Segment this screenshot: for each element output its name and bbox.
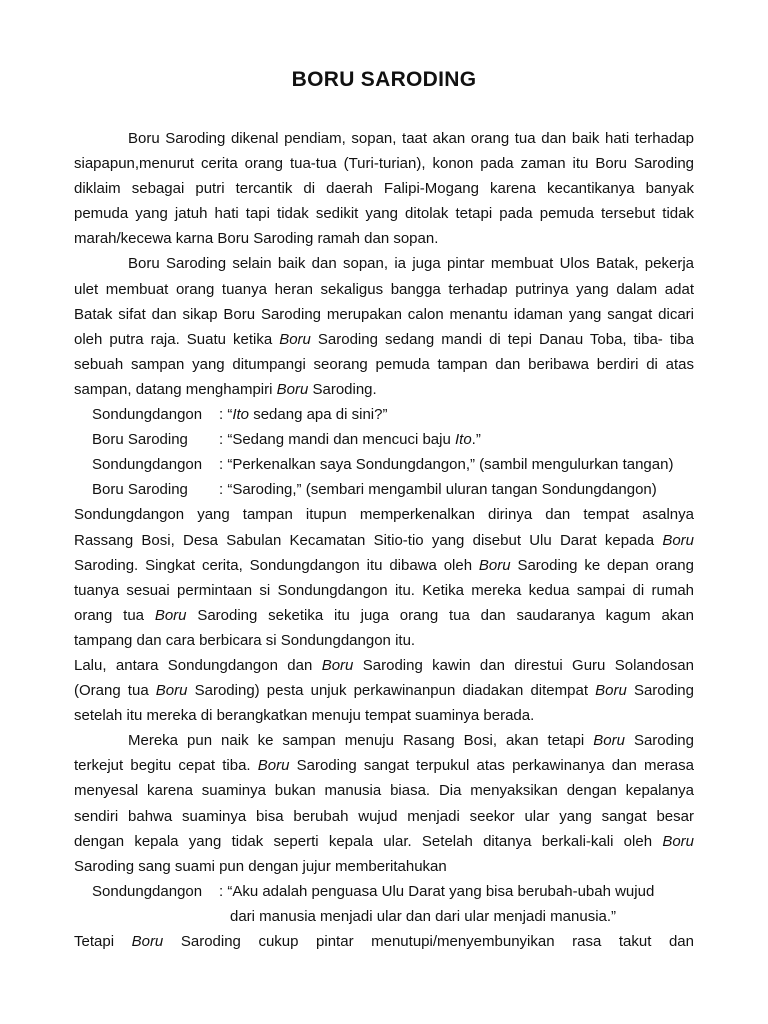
- speaker-name: Sondungdangon: [92, 456, 203, 474]
- paragraph-line: sendiri bahwa suaminya bisa berubah wujud menjadi seekor ular yang sangat besar: [74, 807, 694, 825]
- speaker-name: Boru Saroding: [92, 431, 188, 449]
- speaker-name: Boru Saroding: [92, 481, 188, 499]
- dialogue-line: [74, 477, 694, 502]
- paragraph-line: sampan, datang menghampiri Boru Saroding.: [74, 380, 377, 398]
- paragraph-line: marah/kecewa karna Boru Saroding ramah dan sopan.: [74, 230, 439, 248]
- speaker-name: Sondungdangon: [92, 882, 203, 900]
- dialogue-line: [74, 427, 694, 452]
- document-title: BORU SARODING: [291, 68, 477, 91]
- paragraph-line: dengan kepala yang tidak seperti kepala ular. Setelah ditanya berkali-kali oleh Boru: [74, 832, 694, 850]
- paragraph-line: ulet membuat orang tuanya heran sekaligus bangga terhadap putrinya yang dalam adat: [74, 280, 694, 298]
- paragraph-line: oleh putra raja. Suatu ketika Boru Saroding sedang mandi di tepi Danau Toba, tiba- tiba: [74, 330, 694, 348]
- paragraph-line: Lalu, antara Sondungdangon dan Boru Saroding kawin dan direstui Guru Solandosan: [74, 656, 694, 674]
- paragraph-line: Saroding. Singkat cerita, Sondungdangon itu dibawa oleh Boru Saroding ke depan orang: [74, 556, 694, 574]
- paragraph-line: Rassang Bosi, Desa Sabulan Kecamatan Sitio-tio yang disebut Ulu Darat kepada Boru: [74, 531, 694, 549]
- paragraph-line: diklaim sebagai putri tercantik di daerah Falipi-Mogang karena kecantikanya banyak: [74, 180, 694, 198]
- paragraph-line: Tetapi Boru Saroding cukup pintar menutupi/menyembunyikan rasa takut dan: [74, 933, 694, 950]
- paragraph-line: terkejut begitu cepat tiba. Boru Saroding sangat terpukul atas perkawinanya dan merasa: [74, 757, 694, 775]
- dialogue-text: : “Sedang mandi dan mencuci baju Ito.”: [219, 431, 481, 449]
- dialogue-text: : “Aku adalah penguasa Ulu Darat yang bisa berubah-ubah wujud: [219, 882, 655, 900]
- paragraph-line: Sondungdangon yang tampan itupun memperkenalkan dirinya dan tempat asalnya: [74, 506, 694, 524]
- dialogue-line: [74, 452, 694, 477]
- paragraph-line: Boru Saroding selain baik dan sopan, ia juga pintar membuat Ulos Batak, pekerja: [128, 255, 694, 273]
- dialogue-line: [74, 402, 694, 427]
- paragraph-line: orang tua Boru Saroding seketika itu juga orang tua dan saudaranya kagum akan: [74, 606, 694, 624]
- paragraph-line: siapapun,menurut cerita orang tua-tua (Turi-turian), konon pada zaman itu Boru Saroding: [74, 155, 694, 173]
- paragraph-line: Boru Saroding dikenal pendiam, sopan, taat akan orang tua dan baik hati terhadap: [128, 130, 694, 147]
- story-body: [74, 126, 694, 954]
- paragraph-line: (Orang tua Boru Saroding) pesta unjuk perkawinanpun diadakan ditempat Boru Saroding: [74, 682, 694, 700]
- paragraph-line: pemuda yang jatuh hati tapi tidak sedikit yang ditolak tetapi pada pemuda tersebut tidak: [74, 205, 694, 223]
- paragraph-line: Mereka pun naik ke sampan menuju Rasang Bosi, akan tetapi Boru Saroding: [128, 732, 694, 750]
- paragraph-line: menyesal karena suaminya bukan manusia biasa. Dia menyaksikan dengan kepalanya: [74, 782, 694, 800]
- paragraph-line: Saroding sang suami pun dengan jujur memberitahukan: [74, 857, 447, 875]
- dialogue-text: : “Perkenalkan saya Sondungdangon,” (sambil mengulurkan tangan): [219, 456, 674, 474]
- dialogue-continuation: dari manusia menjadi ular dan dari ular menjadi manusia.”: [230, 907, 617, 925]
- paragraph-line: Batak sifat dan sikap Boru Saroding merupakan calon menantu idaman yang sangat dicari: [74, 305, 694, 323]
- speaker-name: Sondungdangon: [92, 406, 203, 424]
- paragraph-line: setelah itu mereka di berangkatkan menuju tempat suaminya berada.: [74, 707, 535, 725]
- dialogue-text: : “Ito sedang apa di sini?”: [219, 406, 388, 424]
- paragraph-line: tampang dan cara berbicara si Sondungdangon itu.: [74, 631, 416, 649]
- paragraph-line: tuanya sesuai permintaan si Sondungdangon itu. Ketika mereka kedua sampai di rumah: [74, 581, 694, 599]
- paragraph-line: sebuah sampan yang ditumpangi seorang pemuda tampan dan beribawa berdiri di atas: [74, 355, 694, 373]
- dialogue-text: : “Saroding,” (sembari mengambil uluran tangan Sondungdangon): [219, 481, 657, 499]
- dialogue-line: [74, 879, 694, 904]
